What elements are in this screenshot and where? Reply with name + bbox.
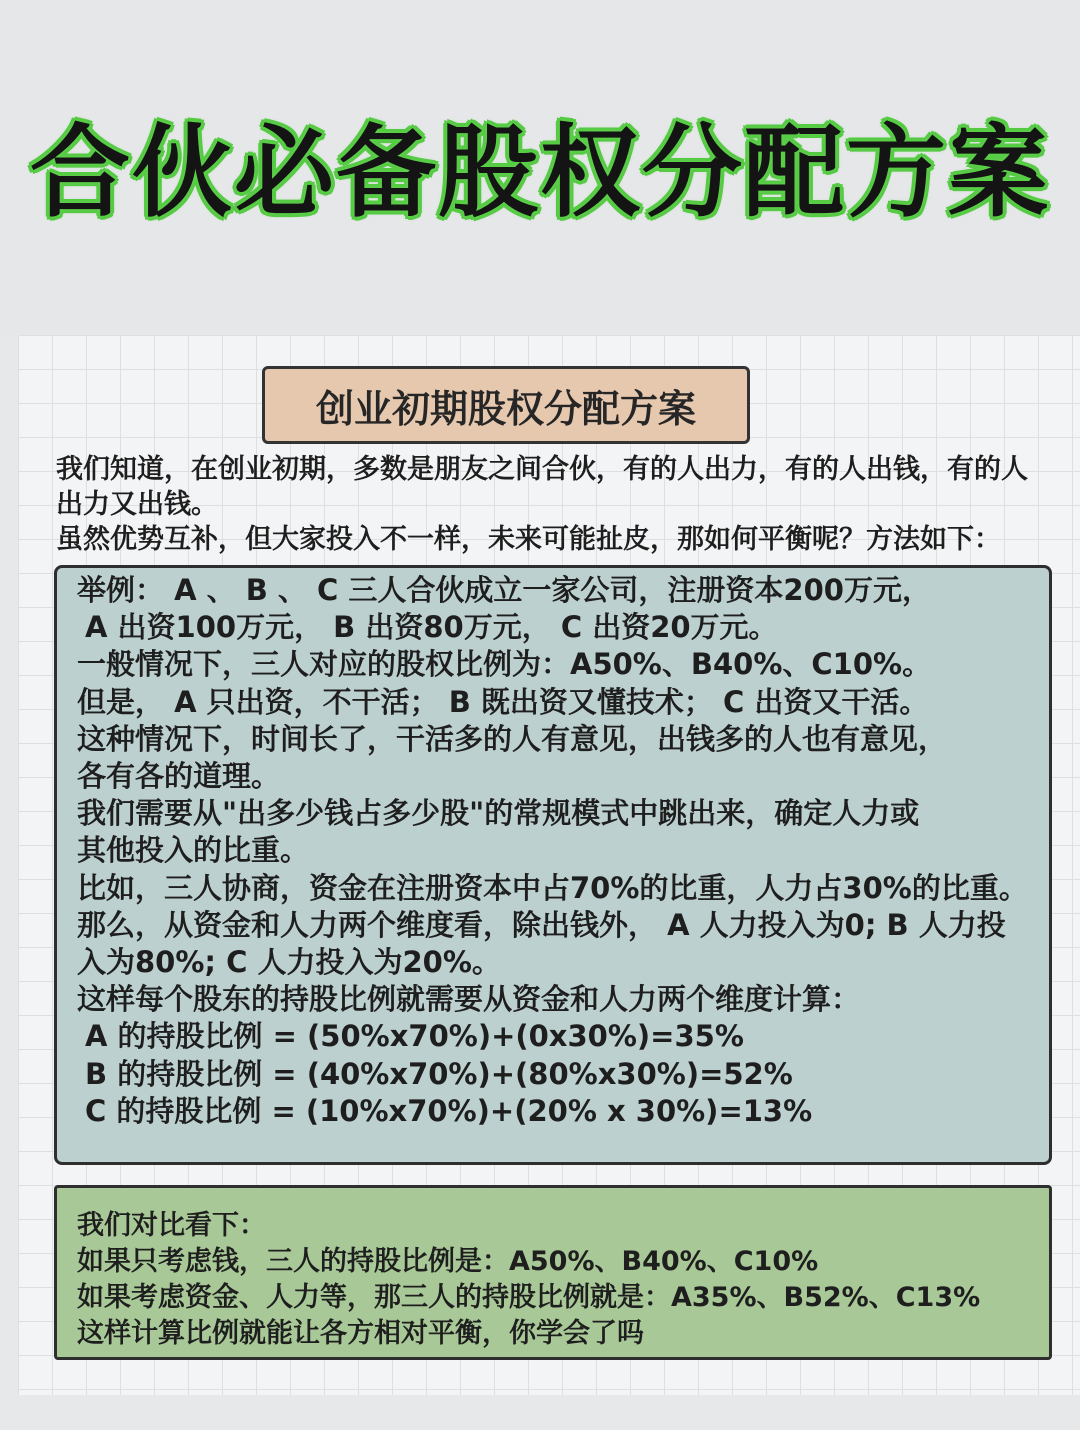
example-line: 但是， A 只出资，不干活； B 既出资又懂技术； C 出资又干活。 (77, 684, 929, 719)
summary-line: 我们对比看下： (77, 1210, 266, 1241)
example-line: 这样每个股东的持股比例就需要从资金和人力两个维度计算： (77, 982, 861, 1017)
example-line: 比如，三人协商，资金在注册资本中占70%的比重，人力占30%的比重。 (77, 870, 1028, 905)
calc-line-c: C 的持股比例 = (10%x70%)+(20% x 30%)=13% (85, 1093, 813, 1128)
example-line: 各有各的道理。 (77, 759, 281, 794)
example-line: 这种情况下，时间长了，干活多的人有意见，出钱多的人也有意见， (77, 721, 948, 756)
summary-line: 如果只考虑钱，三人的持股比例是：A50%、B40%、C10% (77, 1246, 819, 1277)
page-title: 合伙必备股权分配方案 (30, 114, 1050, 231)
example-line: 我们需要从"出多少钱占多少股"的常规模式中跳出来，确定人力或 (77, 796, 920, 831)
example-line: 举例： A 、 B 、 C 三人合伙成立一家公司，注册资本200万元， (77, 573, 931, 607)
example-box (54, 565, 1052, 1165)
example-line: 一般情况下，三人对应的股权比例为：A50%、B40%、C10%。 (77, 647, 932, 682)
intro-text (56, 452, 1046, 557)
summary-box (54, 1185, 1052, 1360)
calc-line-a: A 的持股比例 = (50%x70%)+(0x30%)=35% (85, 1019, 744, 1054)
intro-line-2: 虽然优势互补，但大家投入不一样，未来可能扯皮，那如何平衡呢？方法如下： (56, 524, 1001, 555)
example-line: 其他投入的比重。 (77, 833, 310, 868)
summary-line: 这样计算比例就能让各方相对平衡，你学会了吗 (77, 1318, 644, 1349)
summary-line: 如果考虑资金、人力等，那三人的持股比例就是：A35%、B52%、C13% (77, 1282, 981, 1313)
subtitle-text: 创业初期股权分配方案 (315, 386, 696, 431)
calc-line-b: B 的持股比例 = (40%x70%)+(80%x30%)=52% (85, 1056, 793, 1091)
example-line: A 出资100万元， B 出资80万元， C 出资20万元。 (85, 610, 778, 645)
intro-line-1: 我们知道，在创业初期，多数是朋友之间合伙，有的人出力，有的人出钱，有的人出力又出钱。 (56, 454, 1028, 520)
example-line: 那么，从资金和人力两个维度看，除出钱外， A 人力投入为0; B 人力投入为80%; C 人力投入为20%。 (77, 907, 1006, 980)
subtitle-box (262, 366, 750, 444)
